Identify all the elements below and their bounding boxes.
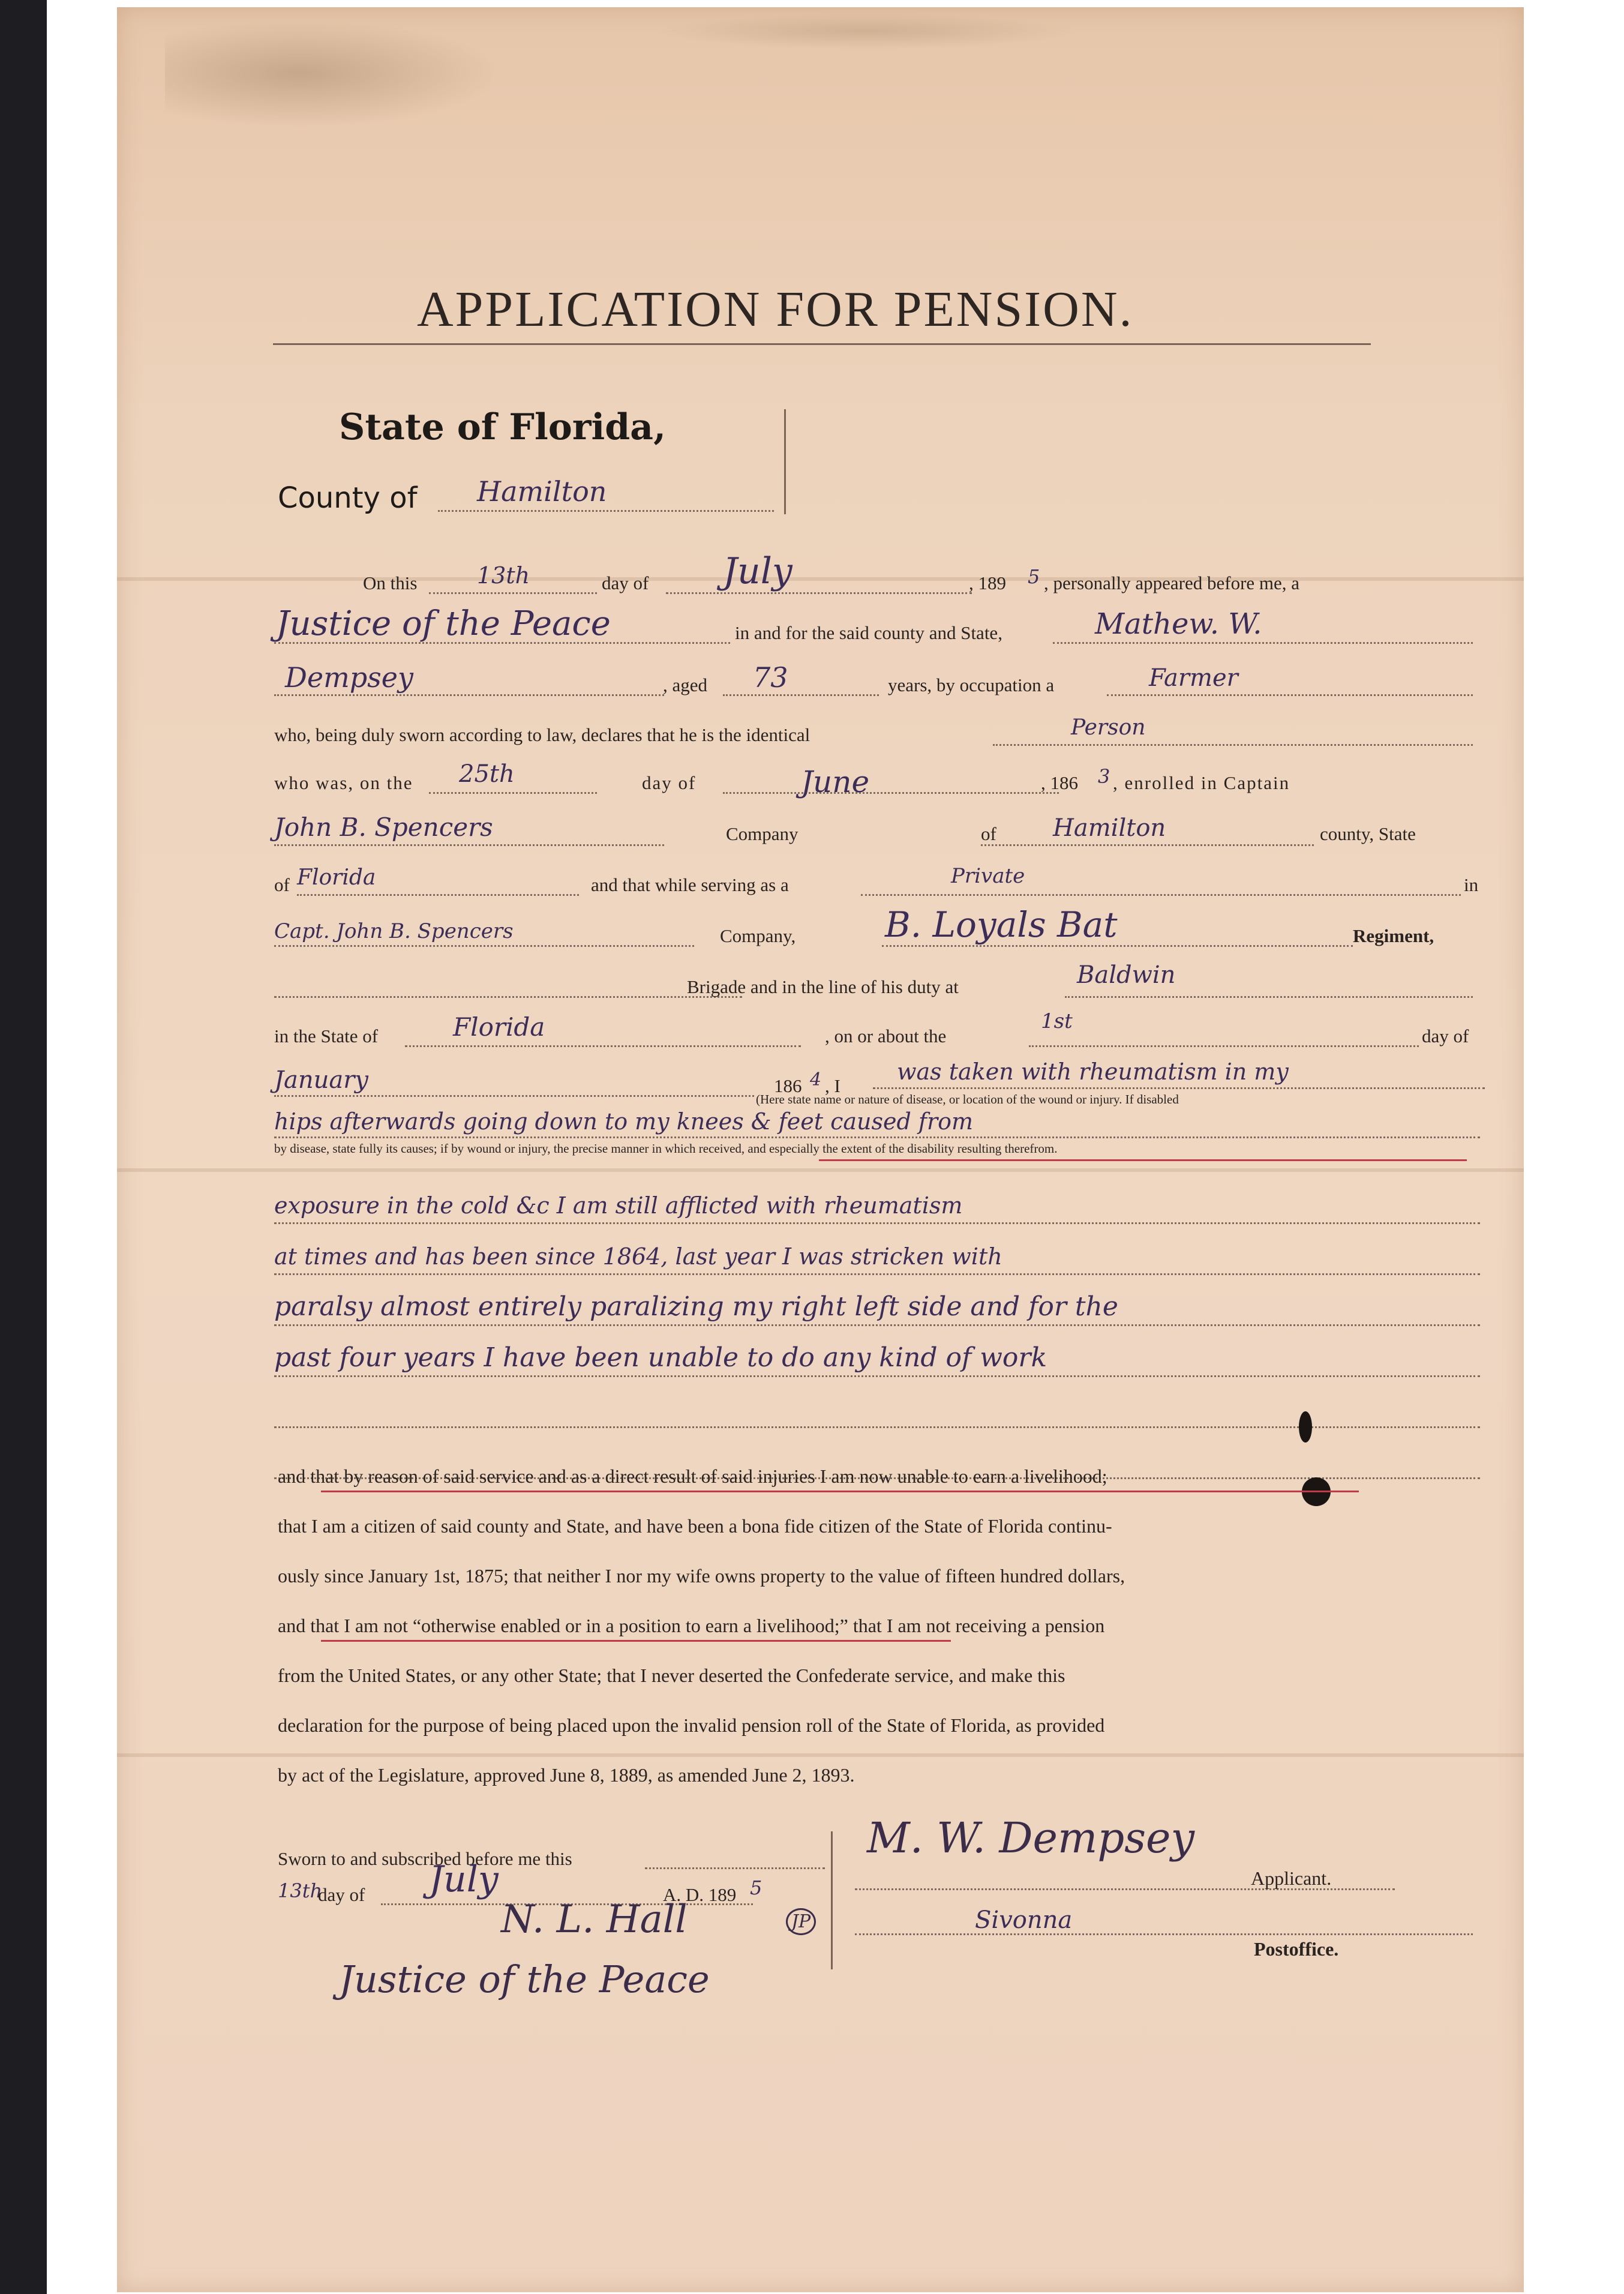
county-line — [438, 510, 774, 512]
injury-line — [274, 1136, 1480, 1138]
rule-line — [274, 1375, 1480, 1377]
scan-background-strip — [0, 0, 47, 2294]
postoffice-label: Postoffice. — [1254, 1938, 1339, 1960]
text: in the State of — [274, 1025, 379, 1046]
form-instruction: by disease, state fully its causes; if by wound or injury, the precise manner in which received, and especially the extent of the disability resulting therefrom. — [274, 1141, 1058, 1156]
text: day of — [642, 772, 697, 793]
postoffice-value: Sivonna — [975, 1906, 1073, 1934]
month-line — [723, 792, 1059, 794]
declaration-line: by act of the Legislature, approved June 8, 1889, as amended June 2, 1893. — [278, 1764, 855, 1786]
fold-crease — [117, 577, 1524, 581]
company-value: Capt. John B. Spencers — [274, 919, 514, 943]
text: county, State — [1320, 823, 1416, 844]
seal-mark: JP — [786, 1908, 816, 1935]
officer-title: Justice of the Peace — [339, 1957, 710, 2001]
state-value: Florida — [453, 1012, 545, 1042]
rule-line — [274, 1324, 1480, 1326]
text: , on or about the — [825, 1025, 947, 1046]
jurat-text: day of — [318, 1884, 365, 1905]
text: , personally appeared before me, a — [1044, 572, 1300, 593]
red-underline — [321, 1491, 1359, 1492]
surname-value: Dempsey — [285, 661, 413, 694]
fold-crease — [117, 1753, 1524, 1757]
day-line — [429, 792, 597, 794]
text: Brigade and in the line of his duty at — [687, 976, 959, 997]
state-value: Florida — [297, 865, 376, 890]
regiment-value: B. Loyals Bat — [885, 904, 1118, 945]
rank-line — [861, 894, 1461, 896]
text: Company — [726, 823, 799, 844]
month-value: July — [723, 550, 793, 592]
captain-line — [274, 844, 664, 846]
day-line — [429, 592, 597, 594]
officer-signature: N. L. Hall — [501, 1897, 688, 1942]
ink-blot — [1299, 1411, 1312, 1443]
red-underline — [321, 1640, 951, 1642]
pension-application-document — [117, 7, 1524, 2292]
document-title: APPLICATION FOR PENSION. — [417, 281, 1134, 337]
text: , I — [825, 1075, 840, 1096]
red-underline — [819, 1159, 1467, 1161]
month-line — [666, 592, 972, 594]
company-line — [274, 945, 694, 947]
year-value: 5 — [1028, 565, 1040, 588]
county-label: County of — [278, 481, 418, 515]
declaration-line: that I am a citizen of said county and State, and have been a bona fide citizen of the State of Florida continu- — [278, 1515, 1112, 1537]
declaration-line: and that by reason of said service and as a direct result of said injuries I am now unable to earn a livelihood; — [278, 1465, 1107, 1487]
name-line — [1053, 642, 1473, 644]
fold-crease — [117, 1168, 1524, 1172]
declaration-line: and that I am not “otherwise enabled or in a position to earn a livelihood;” that I am not receiving a pension — [278, 1615, 1105, 1636]
name-value: Mathew. W. — [1095, 607, 1262, 641]
state-heading: State of Florida, — [339, 406, 666, 448]
text: who, being duly sworn according to law, declares that he is the identical — [274, 724, 811, 745]
text: Regiment, — [1353, 925, 1434, 946]
text: day of — [602, 572, 649, 593]
day-value: 1st — [1041, 1009, 1073, 1033]
year-value: 4 — [810, 1069, 822, 1090]
text: On this — [363, 572, 418, 593]
occupation-line — [1107, 694, 1473, 696]
rank-value: Private — [951, 864, 1025, 888]
text: who was, on the — [274, 772, 413, 793]
brigade-line — [274, 996, 742, 998]
place-line — [1065, 996, 1473, 998]
water-stain — [657, 13, 1077, 49]
jurat-year: 5 — [750, 1876, 763, 1899]
brace — [831, 1831, 833, 1969]
text: in and for the said county and State, — [735, 622, 1002, 643]
text: , enrolled in Captain — [1113, 772, 1290, 793]
text: , 189 — [969, 572, 1006, 593]
rule-line — [274, 1222, 1480, 1224]
jurat-line — [645, 1867, 825, 1869]
text: , aged — [663, 674, 708, 695]
day-value: 25th — [459, 760, 515, 788]
postoffice-line — [855, 1933, 1473, 1935]
text: day of — [1422, 1025, 1469, 1046]
occupation-value: Farmer — [1149, 664, 1238, 692]
rule-line — [274, 1273, 1480, 1275]
regiment-line — [882, 945, 1353, 947]
declaration-line: from the United States, or any other State; that I never deserted the Confederate service, and make this — [278, 1665, 1065, 1686]
county-value: Hamilton — [477, 475, 607, 508]
text: Company, — [720, 925, 796, 946]
identity-line — [993, 744, 1473, 746]
applicant-signature: M. W. Dempsey — [867, 1813, 1195, 1863]
jurat-text: Sworn to and subscribed before me this — [278, 1848, 572, 1869]
identity-value: Person — [1071, 715, 1146, 740]
narrative-line: exposure in the cold &c I am still afflicted with rheumatism — [274, 1192, 963, 1219]
declaration-line: declaration for the purpose of being placed upon the invalid pension roll of the State of Florida, as provided — [278, 1714, 1105, 1736]
state-line — [297, 894, 579, 896]
text: of — [274, 874, 290, 895]
officer-value: Justice of the Peace — [276, 604, 611, 643]
day-value: 13th — [477, 562, 530, 589]
applicant-label: Applicant. — [1251, 1867, 1332, 1889]
text: in — [1464, 874, 1479, 895]
narrative-line: paralsy almost entirely paralizing my right left side and for the — [274, 1291, 1118, 1322]
narrative-line: at times and has been since 1864, last year I was stricken with — [274, 1243, 1002, 1270]
place-value: Baldwin — [1077, 961, 1176, 989]
county-value: Hamilton — [1053, 814, 1166, 842]
day-line — [1029, 1045, 1419, 1047]
brace — [784, 409, 786, 514]
state-line — [405, 1045, 801, 1047]
month-line — [274, 1095, 754, 1097]
month-value: January — [274, 1066, 368, 1094]
water-stain — [165, 19, 501, 127]
jurat-text: A. D. 189 — [663, 1884, 737, 1905]
year-value: 3 — [1098, 765, 1110, 788]
form-instruction: (Here state name or nature of disease, or location of the wound or injury. If disabled — [756, 1092, 1179, 1106]
text: years, by occupation a — [888, 674, 1055, 695]
injury-value: hips afterwards going down to my knees & feet caused from — [274, 1108, 974, 1135]
captain-value: John B. Spencers — [274, 812, 493, 842]
age-line — [723, 694, 879, 696]
narrative-line: past four years I have been unable to do any kind of work — [274, 1342, 1047, 1373]
surname-line — [274, 694, 664, 696]
injury-line — [873, 1087, 1485, 1089]
text: , 186 — [1041, 772, 1078, 793]
title-rule — [273, 343, 1371, 345]
injury-value: was taken with rheumatism in my — [897, 1058, 1289, 1085]
text: and that while serving as a — [591, 874, 789, 895]
jurat-month: July — [429, 1858, 499, 1900]
text: of — [981, 823, 996, 844]
county-line — [981, 844, 1314, 846]
age-value: 73 — [753, 661, 788, 694]
month-value: June — [801, 764, 870, 799]
jurat-day: 13th — [278, 1879, 323, 1902]
declaration-line: ously since January 1st, 1875; that neither I nor my wife owns property to the value of fifteen hundred dollars, — [278, 1565, 1125, 1587]
text: 186 — [774, 1075, 802, 1096]
